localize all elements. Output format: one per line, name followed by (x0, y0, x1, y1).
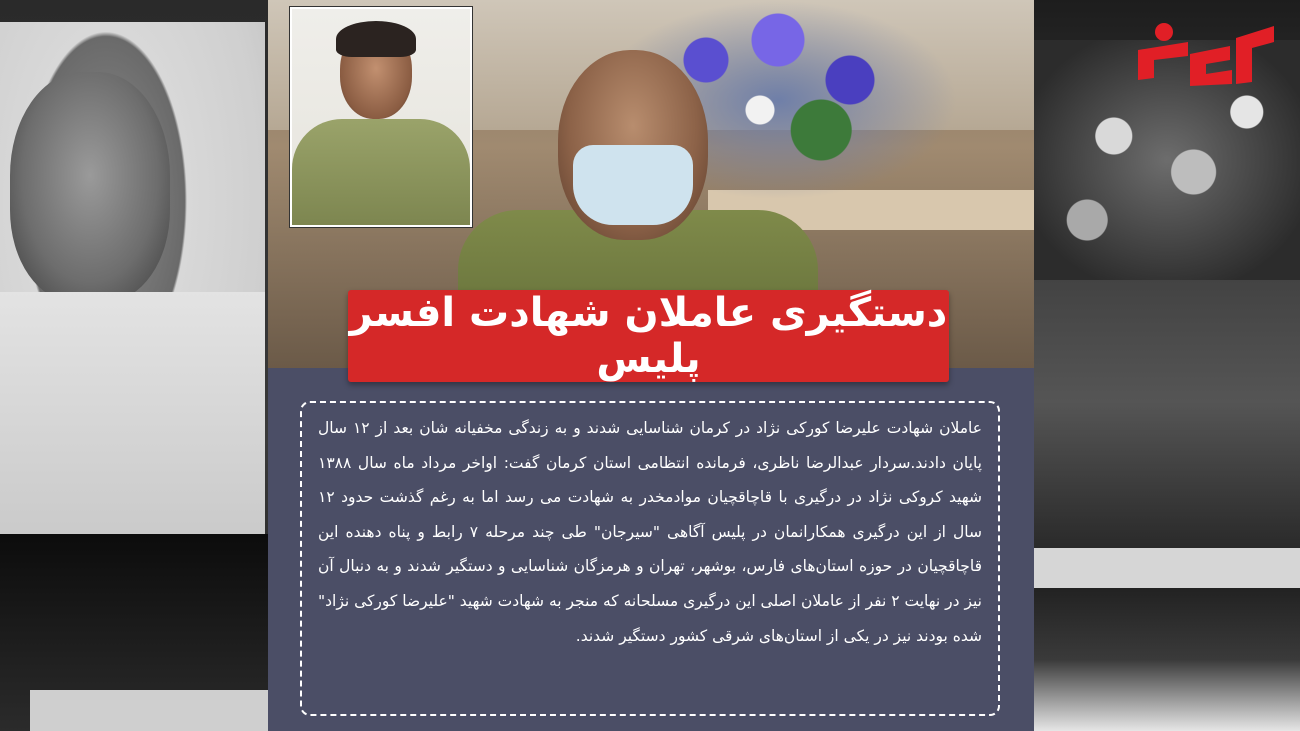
center-panel (268, 0, 1034, 731)
logo-stroke-middle (1190, 46, 1232, 86)
inset-uniform (292, 119, 470, 225)
article-body: عاملان شهادت علیرضا کورکی نژاد در کرمان شناسایی شدند و به زندگی مخفیانه شان بعد از ۱۲ سال پایان دادند.سردار عبدالرضا ناظری، فرمانده انتظامی استان کرمان گفت: اواخر مرداد ماه سال ۱۳۸۸ شهید کروکی نژاد در درگیری با قاچاقچیان موادمخدر به شهادت می رسد اما به رغم گذشت حدود ۱۲ سال از این درگیری همکارانمان در پلیس آگاهی "سیرجان" طی چند مرحله ۷ رابط و پناه دهنده این قاچاقچیان در حوزه استان‌های فارس، بوشهر، تهران و هرمزگان شناسایی و دستگیر شدند و به دنبال آن نیز در نهایت ۲ نفر از عاملان اصلی این درگیری مسلحانه که منجر به شهادت شهید "علیرضا کورکی نژاد" شده بودند نیز در یکی از استان‌های شرقی کشور دستگیر شدند. (300, 401, 1000, 716)
officer-face-mask (573, 145, 693, 225)
inset-hair (336, 21, 416, 57)
uniform-bw (1034, 588, 1300, 731)
logo-dot (1155, 23, 1173, 41)
inset-portrait-photo (290, 7, 472, 227)
headline-banner: دستگیری عاملان شهادت افسر پلیس (349, 290, 948, 382)
background-band (1034, 548, 1300, 588)
background-right-photo (1034, 0, 1300, 731)
portrait-face (10, 72, 170, 302)
background-left-photo (0, 0, 268, 731)
rokna-logo-icon (1128, 20, 1280, 90)
background-pale-strip (30, 690, 268, 731)
logo-stroke-left (1138, 42, 1188, 80)
logo-stroke-right (1236, 26, 1274, 84)
portrait-bw-left (0, 22, 265, 534)
portrait-shirt (0, 292, 265, 556)
